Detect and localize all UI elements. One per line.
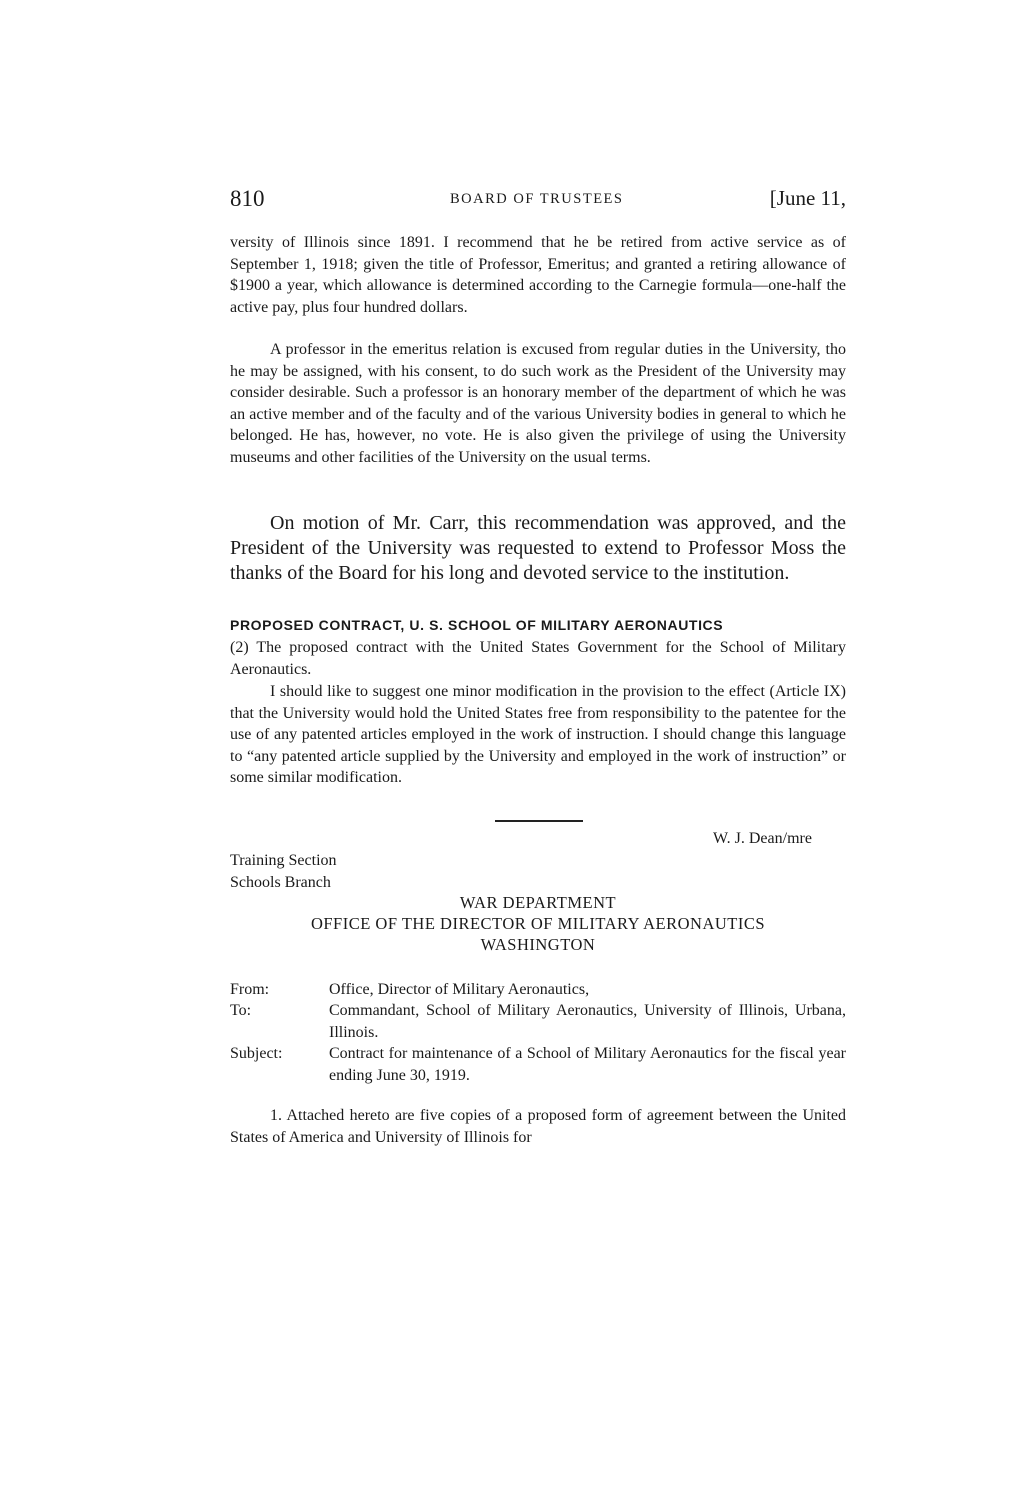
memo-to-value: Commandant, School of Military Aeronautics, University of Illinois, Urbana, Illinois.	[329, 1002, 846, 1041]
page-number: 810	[230, 186, 265, 211]
memo-from-value: Office, Director of Military Aeronautics,	[329, 981, 590, 998]
memo-to-label: To:	[230, 1002, 252, 1019]
letterhead-office: OFFICE OF THE DIRECTOR OF MILITARY AERONAUTICS	[310, 914, 766, 933]
unit-block	[230, 850, 337, 893]
letterhead-department: WAR DEPARTMENT	[459, 893, 617, 912]
letterhead-city: WASHINGTON	[480, 935, 596, 954]
unit-line-1: Training Section	[230, 852, 337, 869]
signature: W. J. Dean/mre	[713, 830, 812, 847]
paragraph-retirement: versity of Illinois since 1891. I recommend that he be retired from active service as of September 1, 1918; given the title of Professor, Emeritus; and granted a retiring allowance of $1900 a year, which allowance is determined according to the Carnegie formula—one-half the active pay, plus four hundred dollars.	[230, 234, 846, 316]
running-header	[230, 186, 846, 216]
paragraph-proposed-contract: (2) The proposed contract with the United States Government for the School of Military Aeronautics.	[230, 639, 846, 678]
paragraph-attached: 1. Attached hereto are five copies of a proposed form of agreement between the United States of America and University of Illinois for	[230, 1107, 846, 1146]
memo-subject-value: Contract for maintenance of a School of Military Aeronautics for the fiscal year ending June 30, 1919.	[329, 1045, 846, 1084]
paragraph-emeritus: A professor in the emeritus relation is excused from regular duties in the University, tho he may be assigned, with his consent, to do such work as the President of the University may consider desirable. Such a professor is an honorary member of the department of which he was an active member and of the faculty and of the various University bodies in general to which he belonged. He has, however, no vote. He is also given the privilege of using the University museums and other facilities of the University on the usual terms.	[230, 341, 846, 466]
running-title: BOARD OF TRUSTEES	[450, 191, 624, 207]
section-divider	[495, 820, 583, 822]
paragraph-modification: I should like to suggest one minor modification in the provision to the effect (Article IX) that the University would hold the United States free from responsibility to the patentee for the use of any patented articles employed in the work of instruction. I should change this language to “any patented article supplied by the University and employed in the work of instruction” or some similar modification.	[230, 683, 846, 786]
memo-from-label: From:	[230, 981, 270, 998]
paragraph-motion: On motion of Mr. Carr, this recommendation was approved, and the President of the University was requested to extend to Professor Moss the thanks of the Board for his long and devoted service to the institution.	[230, 512, 846, 584]
memo-subject-label: Subject:	[230, 1045, 283, 1062]
unit-line-2: Schools Branch	[230, 873, 331, 891]
running-date: [June 11,	[769, 186, 846, 210]
section-heading: PROPOSED CONTRACT, U. S. SCHOOL OF MILITARY AERONAUTICS	[230, 617, 724, 633]
